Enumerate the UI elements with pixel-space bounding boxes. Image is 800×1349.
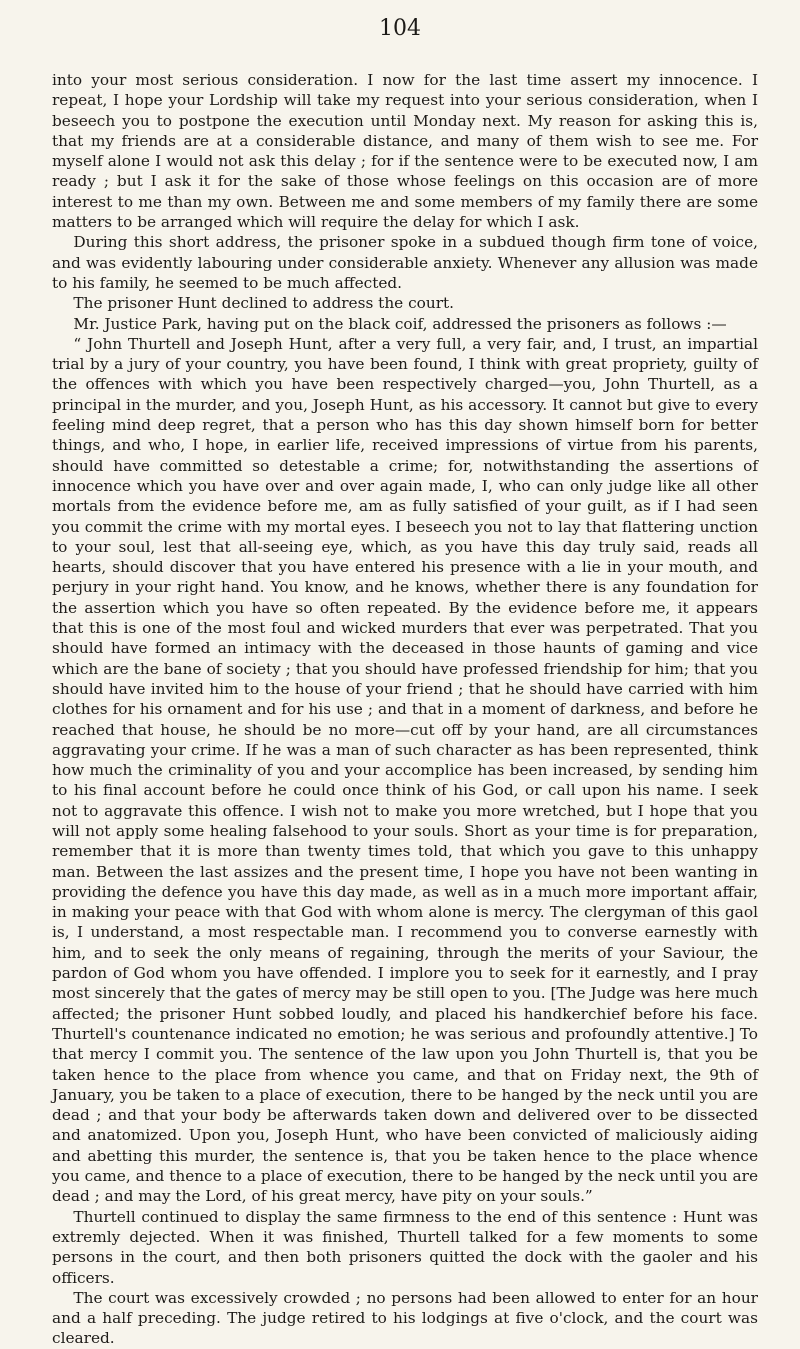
paragraph-judge-intro: Mr. Justice Park, having put on the black coif, addressed the prisoners as follows :— bbox=[73, 314, 727, 333]
paragraph-prisoner-request: into your most serious consideration. I now for the last time assert my innocence. I repeat, I hope your Lordship will take my request into your serious consideration, when I beseech you to postpone the execution until Monday next. My reason for asking this is, that my friends are at a considerable distance, and many of them wish to see me. For myself alone I would not ask this delay ; for if the sentence were to be executed now, I am ready ; but I ask it for the sake of those whose feelings on this occasion are of more interest to me than my own. Between me and some members of my family there are some matters to be arranged which will require the delay for which I ask. bbox=[52, 71, 758, 232]
paragraph-thurtell-firmness: Thurtell continued to display the same firmness to the end of this sentence : Hunt was extremly dejected. When it was finished, Thurtell talked for a few moments to some persons in the court, and then both prisoners quitted the dock with the gaoler and his officers. bbox=[52, 1207, 758, 1287]
paragraph-sentence-speech: “ John Thurtell and Joseph Hunt, after a very full, a very fair, and, I trust, an impartial trial by a jury of your country, you have been found, I think with great propriety, guilty of the offences with which you have been respectively charged—you, John Thurtell, as a principal in the murder, and you, Joseph Hunt, as his accessory. It cannot but give to every feeling mind deep regret, that a person who has this day shown himself born for better things, and who, I hope, in earlier life, received impressions of virtue from his parents, should have committed so detestable a crime; for, notwithstanding the assertions of innocence which you have over and over again made, I, who can only judge like all other mortals from the evidence before me, am as fully satisfied of your guilt, as if I had seen you commit the crime with my mortal eyes. I beseech you not to lay that flattering unction to your soul, lest that all-seeing eye, which, as you have this day truly said, reads all hearts, should discover that you have entered his presence with a lie in your mouth, and perjury in your right hand. You know, and he knows, whether there is any foundation for the assertion which you have so often repeated. By the evidence before me, it appears that this is one of the most foul and wicked murders that ever was perpetrated. That you should have formed an intimacy with the deceased in those haunts of gaming and vice which are the bane of society ; that you should have professed friendship for him; that you should have invited him to the house of your friend ; that he should have carried with him clothes for his ornament and for his use ; and that in a moment of darkness, and before he reached that house, he should be no more—cut off by your hand, are all circumstances aggravating your crime. If he was a man of such character as has been represented, think how much the criminality of you and your accomplice has been increased, by sending him to his final account before he could once think of his God, or call upon his name. I seek not to aggravate this offence. I wish not to make you more wretched, but I hope that you will not apply some healing falsehood to your souls. Short as your time is for preparation, remember that it is more than twenty times told, that which you gave to this unhappy man. Between the last assizes and the present time, I hope you have not been wanting in providing the defence you have this day made, as well as in a much more important affair, in making your peace with that God with whom alone is mercy. The clergyman of this gaol is, I understand, a most respectable man. I recommend you to converse earnestly with him, and to seek the only means of regaining, through the merits of your Saviour, the pardon of God whom you have offended. I implore you to seek for it earnestly, and I pray most sincerely that the gates of mercy may be still open to you. [The Judge was here much affected; the prisoner Hunt sobbed loudly, and placed his handkerchief before his face. Thurtell's countenance indicated no emotion; he was serious and profoundly attentive.] To that mercy I commit you. The sentence of the law upon you John Thurtell is, that you be taken hence to the place from whence you came, and that on Friday next, the 9th of January, you be taken to a place of execution, there to be hanged by the neck until you are dead ; and that your body be afterwards taken down and delivered over to be dissected and anatomized. Upon you, Joseph Hunt, who have been convicted of maliciously aiding and abetting this murder, the sentence is, that you be taken hence to the place whence you came, and thence to a place of execution, there to be hanged by the neck until you are dead ; and may the Lord, of his great mercy, have pity on your souls.” bbox=[52, 334, 758, 1206]
paragraph-prisoner-demeanour: During this short address, the prisoner spoke in a subdued though firm tone of voice, and was evidently labouring under considerable anxiety. Whenever any allusion was made to his family, he seemed to be much affected. bbox=[52, 233, 758, 292]
page-body bbox=[52, 70, 758, 1349]
paragraph-hunt-declined: The prisoner Hunt declined to address the court. bbox=[73, 294, 455, 313]
page-number: 104 bbox=[379, 16, 421, 41]
paragraph-court-cleared: The court was excessively crowded ; no persons had been allowed to enter for an hour and a half preceding. The judge retired to his lodgings at five o'clock, and the court was cleared. bbox=[52, 1288, 758, 1348]
